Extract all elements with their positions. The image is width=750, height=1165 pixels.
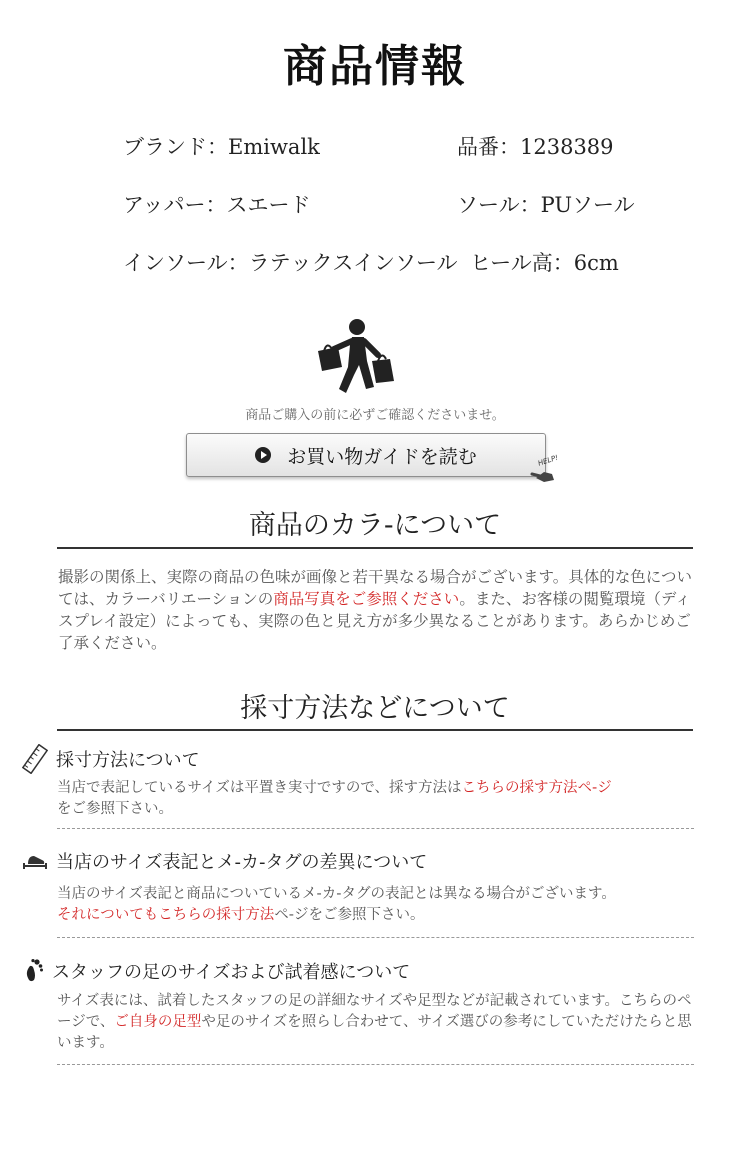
measure-method-text — [57, 778, 697, 820]
staff-fit-heading-text: スタッフの足のサイズおよび試着感について — [52, 962, 411, 983]
color-section-title: 商品のカラ-について — [248, 510, 502, 541]
divider — [57, 547, 693, 549]
shopping-guide-button[interactable] — [186, 433, 546, 477]
spec-heel-height: ヒール高：6cm — [470, 251, 619, 275]
guide-note: 商品ご購入の前に必ずご確認くださいませ。 — [245, 408, 505, 423]
spec-sole: ソール：PUソール — [457, 193, 635, 217]
measure-method-text-2: をご参照下さい。 — [57, 801, 173, 817]
footprint-icon — [22, 958, 44, 984]
size-label-diff-text-2: ペ-ジをご参照下さい。 — [274, 907, 425, 923]
dashed-divider — [57, 937, 694, 938]
pointing-hand-icon — [530, 452, 570, 484]
ruler-icon — [22, 744, 48, 774]
measure-method-heading — [22, 744, 200, 774]
size-label-diff-text — [57, 884, 697, 926]
staff-fit-text-2: や足のサイズを照らし合わせて、サイズ選びの参考にしていただけたらと思います。 — [57, 1014, 692, 1051]
play-icon — [255, 447, 271, 463]
size-label-diff-heading-text: 当店のサイズ表記とメ-カ-タグの差異について — [56, 852, 428, 873]
size-label-diff-text-1: 当店のサイズ表記と商品についているメ-カ-タグの表記とは異なる場合がございます。 — [57, 886, 616, 902]
shopping-guide-label: お買い物ガイドを読む — [287, 445, 477, 468]
shoe-measure-icon — [22, 852, 48, 870]
color-note — [58, 566, 694, 654]
divider — [57, 729, 693, 731]
spec-brand: ブランド：Emiwalk — [123, 135, 320, 159]
staff-fit-text — [57, 991, 697, 1054]
size-section-title: 採寸方法などについて — [240, 693, 510, 724]
measure-method-text-1: 当店で表記しているサイズは平置き実寸ですので、採す方法は — [57, 780, 462, 796]
size-label-diff-link[interactable]: それについてもこちらの採寸方法 — [57, 907, 275, 923]
dashed-divider — [57, 828, 694, 829]
color-note-text-2: 。また、お客様の閲覧環境（ディスプレイ設定）によっても、実際の色と見え方が多少異なることがあります。あらかじめご了承ください。 — [58, 590, 691, 652]
spec-upper: アッパー：スエード — [123, 193, 311, 217]
shopper-icon — [312, 317, 398, 397]
spec-insole: インソール：ラテックスインソール — [123, 251, 458, 275]
staff-fit-text-1: サイズ表には、試着したスタッフの足の詳細なサイズや足型などが記載されています。こちらのページで、 — [57, 993, 692, 1030]
color-note-text: 撮影の関係上、実際の商品の色味が画像と若干異なる場合がございます。具体的な色については、カラーバリエーションの — [58, 568, 692, 608]
measure-method-heading-text: 採寸方法について — [56, 750, 200, 771]
page-title: 商品情報 — [283, 41, 467, 92]
help-label: HELP! — [537, 453, 560, 468]
product-photo-link[interactable]: 商品写真をご参照ください — [273, 590, 460, 608]
spec-item-number: 品番：1238389 — [457, 135, 614, 159]
measure-method-link[interactable]: こちらの採す方法ペ-ジ — [461, 780, 612, 796]
size-label-diff-heading — [22, 848, 427, 874]
foot-shape-link[interactable]: ご自身の足型 — [114, 1014, 202, 1030]
staff-fit-heading — [22, 958, 410, 984]
dashed-divider — [57, 1064, 694, 1065]
